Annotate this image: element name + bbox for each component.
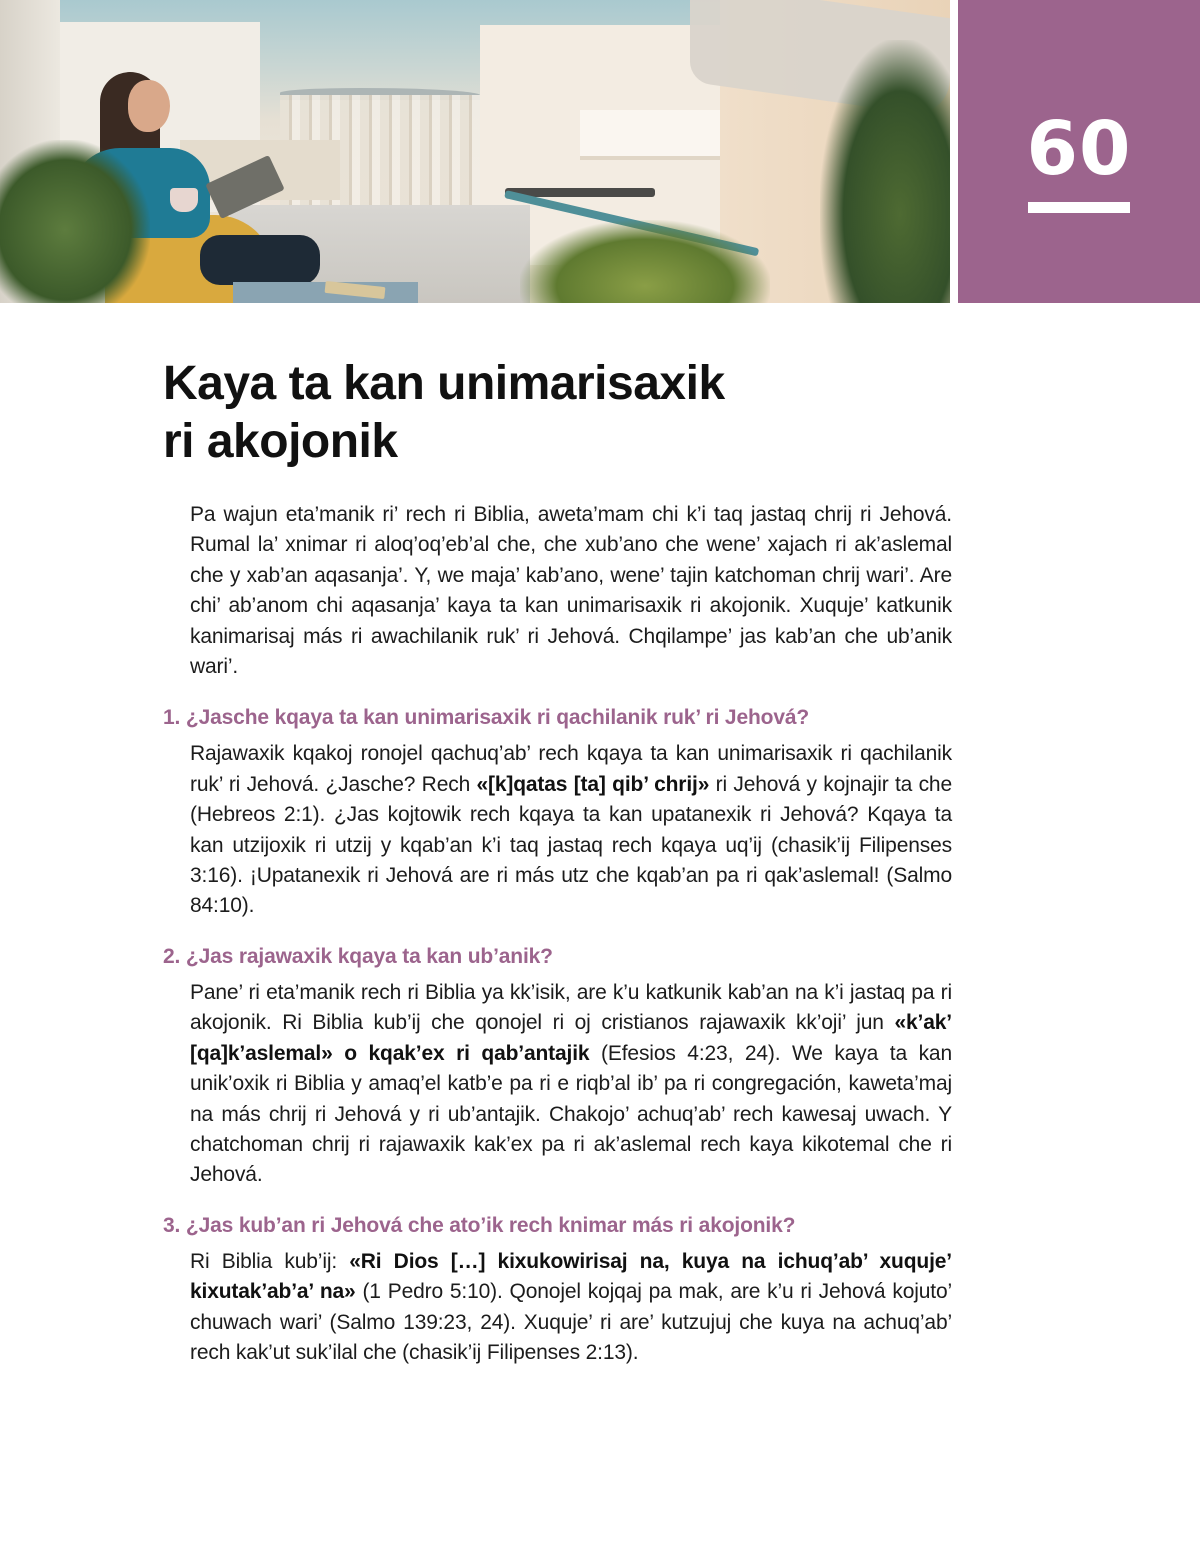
body-text: Pane’ ri eta’manik rech ri Biblia ya kk’isik, are k’u katkunik kab’an na k’i jastaq pa ri akojonik. Ri Biblia kub’ij che qonojel ri oj cristianos rajawaxik kk’oji’ jun bbox=[190, 980, 952, 1035]
title-line-2: ri akojonik bbox=[163, 415, 398, 468]
chapter-tab bbox=[958, 0, 1200, 303]
photo-woman-face bbox=[128, 80, 170, 132]
section-question: 2. ¿Jas rajawaxik kqaya ta kan ub’anik? bbox=[163, 944, 553, 968]
body-text: (Efesios 4:23, 24). We kaya ta kan unik’oxik ri Biblia y amaq’el katb’e pa ri e riqb’al ib’ pa ri congregación, kaweta’maj na más chrij ri Jehová y ri ub’antajik. Chakojo’ achuq’ab’ rech kawesaj uwach. Y chatchoman chrij ri rajawaxik kak’ex pa ri ak’aslemal rech kaya kikotemal che ri Jehová. bbox=[190, 1041, 952, 1187]
body-text: (1 Pedro 5:10). Qonojel kojqaj pa mak, are k’u ri Jehová kojuto’ chuwach wari’ (Salmo 139:23, 24). Xuquje’ ri are’ kutzujuj che kuya na achuq’ab’ rech kak’ut suk’ilal che (chasik’ij Filipenses 2:13). bbox=[190, 1280, 952, 1364]
photo-cup bbox=[170, 188, 198, 212]
page-title bbox=[163, 355, 863, 471]
chapter-number: 60 bbox=[1026, 106, 1132, 192]
section-3 bbox=[163, 1211, 952, 1369]
section-2 bbox=[163, 942, 952, 1191]
body-text: ri Jehová y kojnajir ta che (Hebreos 2:1). ¿Jas kojtowik rech kqaya ta kan upatanexik ri Jehová? Kqaya ta kan utzijoxik ri utzij y kqab’an k’i taq jastaq rech kqaya uq’ij (chasik’ij Filipenses 3:16). ¡Upatanexik ri Jehová are ri más utz che kqab’an pa ri qak’aslemal! (Salmo 84:10). bbox=[190, 772, 952, 918]
body-text: Rajawaxik kqakoj ronojel qachuq’ab’ rech kqaya ta kan unimarisaxik ri qachilanik ruk’ ri Jehová. ¿Jasche? Rech bbox=[190, 742, 952, 796]
bold-quote: «Ri Dios […] kixukowirisaj na, kuya na ichuq’ab’ xuquje’ kixutak’ab’a’ na» bbox=[190, 1249, 952, 1304]
photo-plant bbox=[0, 140, 150, 303]
section-paragraph bbox=[190, 978, 952, 1191]
body-text: Ri Biblia kub’ij: bbox=[190, 1249, 350, 1273]
header-photo bbox=[0, 0, 950, 303]
section-1 bbox=[163, 703, 952, 921]
section-paragraph bbox=[190, 1247, 952, 1369]
section-paragraph bbox=[190, 739, 952, 921]
chapter-underline bbox=[1028, 202, 1130, 213]
photo-woman-legs bbox=[200, 235, 320, 285]
section-question: 3. ¿Jas kub’an ri Jehová che ato’ik rech knimar más ri akojonik? bbox=[163, 1213, 796, 1237]
photo-plant bbox=[820, 40, 950, 303]
bold-quote: «k’ak’ [qa]k’aslemal» o kqak’ex ri qab’antajik bbox=[190, 1011, 952, 1065]
photo-plant bbox=[520, 220, 770, 303]
section-question: 1. ¿Jasche kqaya ta kan unimarisaxik ri qachilanik ruk’ ri Jehová? bbox=[163, 706, 810, 730]
bold-quote: «[k]qatas [ta] qib’ chrij» bbox=[476, 772, 710, 796]
intro-paragraph: Pa wajun eta’manik ri’ rech ri Biblia, aweta’mam chi k’i taq jastaq chrij ri Jehová. Rumal la’ xnimar ri aloq’oq’eb’al che, che xub’ano che wene’ xajach ri ak’aslemal che y xab’an aqasanja’. Y, we maja’ kab’ano, wene’ tajin katchoman chrij wari’. Are chi’ ab’anom chi aqasanja’ kaya ta kan unimarisaxik ri akojonik. Xuquje’ katkunik kanimarisaj más ri awachilanik ruk’ ri Jehová. Chqilampe’ jas kab’an che ub’anik wari’. bbox=[190, 503, 952, 679]
title-line-1: Kaya ta kan unimarisaxik bbox=[163, 357, 725, 410]
article-body bbox=[163, 500, 952, 1388]
